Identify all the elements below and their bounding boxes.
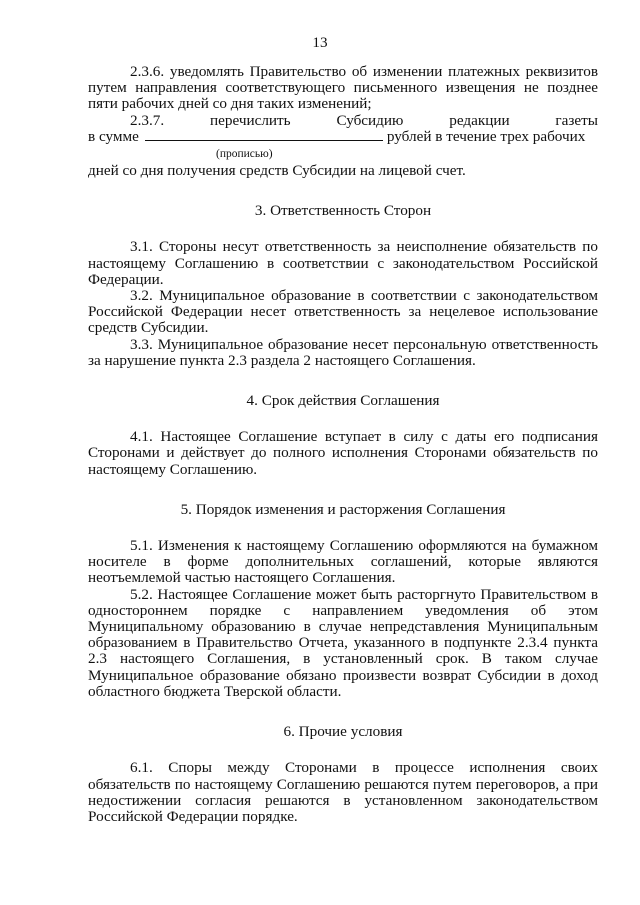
amount-hint: (прописью) [216,148,273,161]
clause-2-3-7-word: 2.3.7. [130,111,165,129]
amount-blank-line [145,129,383,141]
clause-2-3-7-word: газеты [555,111,598,129]
page-number: 13 [312,34,328,51]
document-body [88,64,598,825]
clause-4-1: 4.1. Настоящее Соглашение вступает в силу с даты его подписания Сторонами и действует до полного исполнения Сторонами обязательств по настоящему Соглашению. [88,428,598,478]
clause-2-3-7-word: перечислить [210,111,291,129]
clause-5-1: 5.1. Изменения к настоящему Соглашению оформляются на бумажном носителе в форме дополнительных соглашений, которые являются неотъемлемой частью настоящего Соглашения. [88,537,598,587]
section-6-title: 6. Прочие условия [283,723,403,741]
section-5-title: 5. Порядок изменения и расторжения Соглашения [180,500,506,518]
amount-suffix: рублей в течение трех рабочих [386,127,586,145]
clause-3-3: 3.3. Муниципальное образование несет персональную ответственность за нарушение пункта 2.3 раздела 2 настоящего Соглашения. [88,335,598,369]
section-3-title: 3. Ответственность Сторон [254,202,432,220]
section-4-title: 4. Срок действия Соглашения [246,392,440,410]
clause-2-3-7-word: редакции [449,111,510,129]
clause-3-2: 3.2. Муниципальное образование в соответствии с законодательством Российской Федерации несет ответственность за нецелевое использование средств Субсидии. [88,287,598,337]
amount-prefix: в сумме [88,127,139,145]
clause-3-1: 3.1. Стороны несут ответственность за неисполнение обязательств по настоящему Соглашению в соответствии с законодательством Российской Федерации. [88,238,598,288]
amount-line [88,129,598,145]
clause-5-2: 5.2. Настоящее Соглашение может быть расторгнуто Правительством в одностороннем порядке с направлением уведомления об этом Муниципальному образованию в случае непредставления Муниципальным образованием в Правительство Отчета, указанного в подпункте 2.3.4 пункта 2.3 настоящего Соглашения, в установленный срок. В таком случае Муниципальное образование обязано произвести возврат Субсидии в доход областного бюджета Тверской области. [88,585,598,700]
clause-2-3-7-tail: дней со дня получения средств Субсидии на лицевой счет. [88,162,466,180]
clause-2-3-7-word: Субсидию [336,111,404,129]
clause-6-1: 6.1. Споры между Сторонами в процессе исполнения своих обязательств по настоящему Соглашению решаются путем переговоров, а при недостижении согласия решаются в установленном законодательством Российской Федерации порядке. [88,759,598,825]
clause-2-3-6: 2.3.6. уведомлять Правительство об изменении платежных реквизитов путем направления соответствующего письменного извещения не позднее пяти рабочих дней со дня таких изменений; [88,63,598,113]
clause-2-3-7-line [88,113,598,129]
